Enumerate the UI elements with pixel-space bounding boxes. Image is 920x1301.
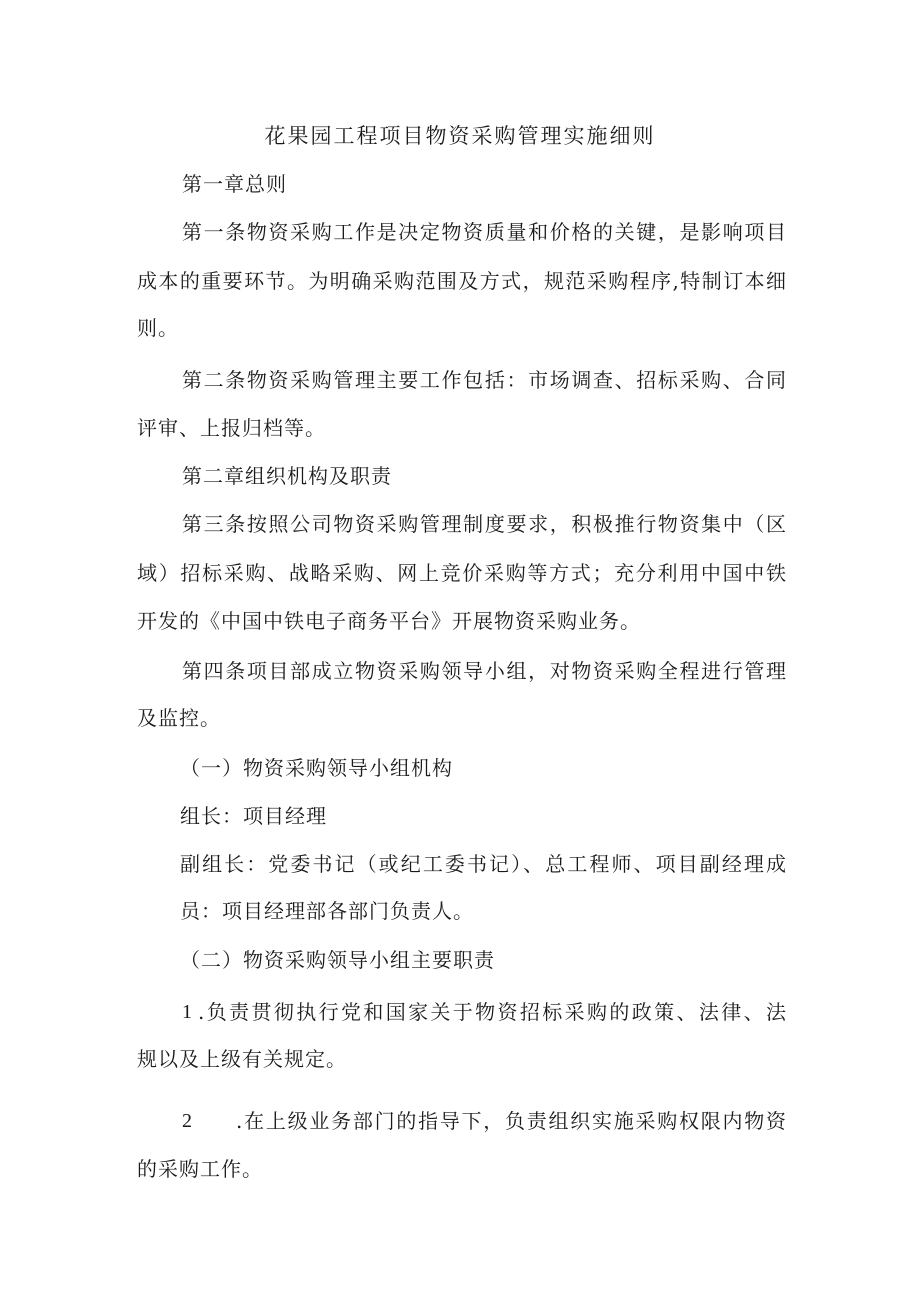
article-1-line-3: 则。 [137,316,179,340]
article-3-line-2: 域）招标采购、战略采购、网上竞价采购等方式；充分利用中国中铁 [137,561,786,585]
section-2-heading: （二）物资采购领导小组主要职责 [180,948,495,972]
duty-1-line-2: 规以及上级有关规定。 [137,1047,347,1071]
document-title: 花果园工程项目物资采购管理实施细则 [264,124,656,148]
section-1-heading: （一）物资采购领导小组机构 [180,756,453,780]
chapter-1-heading: 第一章总则 [182,172,287,196]
article-1-line-2: 成本的重要环节。为明确采购范围及方式，规范采购程序,特制订本细 [137,269,786,293]
article-3-line-3: 开发的《中国中铁电子商务平台》开展物资采购业务。 [137,609,641,633]
duty-2-line-2: 的采购工作。 [137,1157,263,1181]
chapter-2-heading: 第二章组织机构及职责 [182,464,392,488]
duty-2-number: 2 [182,1110,192,1132]
duty-1-line-1: .负责贯彻执行党和国家关于物资招标采购的政策、法律、法 [198,1000,786,1024]
leader-line: 组长：项目经理 [180,804,327,828]
article-2-line-2: 评审、上报归档等。 [137,416,326,440]
deputy-line-2: 员：项目经理部各部门负责人。 [180,899,474,923]
deputy-line-1: 副组长：党委书记（或纪工委书记）、总工程师、项目副经理成 [180,852,786,876]
article-2-line-1: 第二条物资采购管理主要工作包括：市场调查、招标采购、合同 [182,368,786,392]
article-4-line-2: 及监控。 [137,706,221,730]
article-4-line-1: 第四条项目部成立物资采购领导小组，对物资采购全程进行管理 [182,659,786,683]
article-1-line-1: 第一条物资采购工作是决定物资质量和价格的关键，是影响项目 [182,220,786,244]
duty-2-line-1: .在上级业务部门的指导下，负责组织实施采购权限内物资 [236,1109,786,1133]
duty-1-number: 1 [182,1001,192,1023]
article-3-line-1: 第三条按照公司物资采购管理制度要求，积极推行物资集中（区 [182,512,786,536]
